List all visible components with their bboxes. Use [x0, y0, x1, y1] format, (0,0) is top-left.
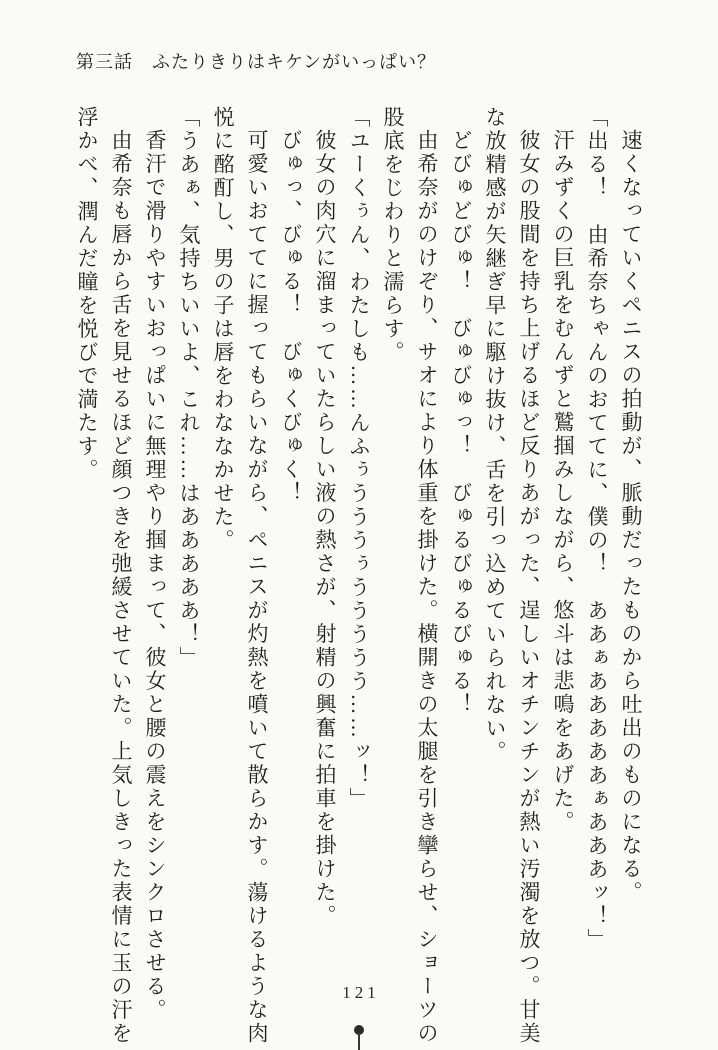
narration-paragraph: 由希奈も唇から舌を見せるほど顔つきを弛緩させていた。上気しきった表情に玉の汗を浮かべ、潤んだ瞳を悦びで満たす。	[75, 106, 133, 1046]
narration-paragraph: 速くなっていくペニスの拍動が、脈動だったものから吐出のものになる。	[619, 129, 643, 905]
dialogue-paragraph: 「出る！ 由希奈ちゃんのおててに、僕の！ ああぁあああああぁあああッ！」	[585, 106, 609, 952]
narration-paragraph: 汗みずくの巨乳をむんずと鷲掴みしながら、悠斗は悲鳴をあげた。	[551, 129, 575, 834]
narration-paragraph: 可愛いおててに握ってもらいながら、ペニスが灼熱を噴いて散らかす。蕩けるような肉悦に酩酊し、男の子は唇をわななかせた。	[211, 106, 269, 1046]
chapter-header: 第三話 ふたりきりはキケンがいっぱい？	[76, 52, 437, 72]
page-marker-stem-icon	[358, 1033, 360, 1050]
text-block	[56, 106, 648, 1050]
narration-paragraph: 彼女の股間を持ち上げるほど反りあがった、逞しいオチンチンが熱い汚濁を放つ。甘美な放精感が矢継ぎ早に駆け抜け、舌を引っ込めていられない。	[483, 106, 541, 1046]
narration-paragraph: 由希奈がのけぞり、サオにより体重を掛けた。横開きの太腿を引き攣らせ、ショーツの股底をじわりと濡らす。	[381, 106, 439, 1046]
dialogue-paragraph: 「ユーくぅん、わたしも……んふぅうううぅううううう……ッ！」	[347, 106, 371, 811]
sfx-paragraph: びゅっ、びゅる！ びゅくびゅく！	[279, 129, 303, 505]
sfx-paragraph: どびゅどびゅ！ びゅびゅっ！ びゅるびゅるびゅる！	[449, 129, 473, 717]
narration-paragraph: 彼女の肉穴に溜まっていたらしい液の熱さが、射精の興奮に拍車を掛けた。	[313, 129, 337, 928]
narration-paragraph: 香汗で滑りやすいおっぱいに無理やり掴まって、彼女と腰の震えをシンクロさせる。	[143, 129, 167, 1022]
page-number: 121	[342, 983, 380, 1002]
dialogue-paragraph: 「うあぁ、気持ちいいよ、これ……はあああああ！」	[177, 106, 201, 670]
